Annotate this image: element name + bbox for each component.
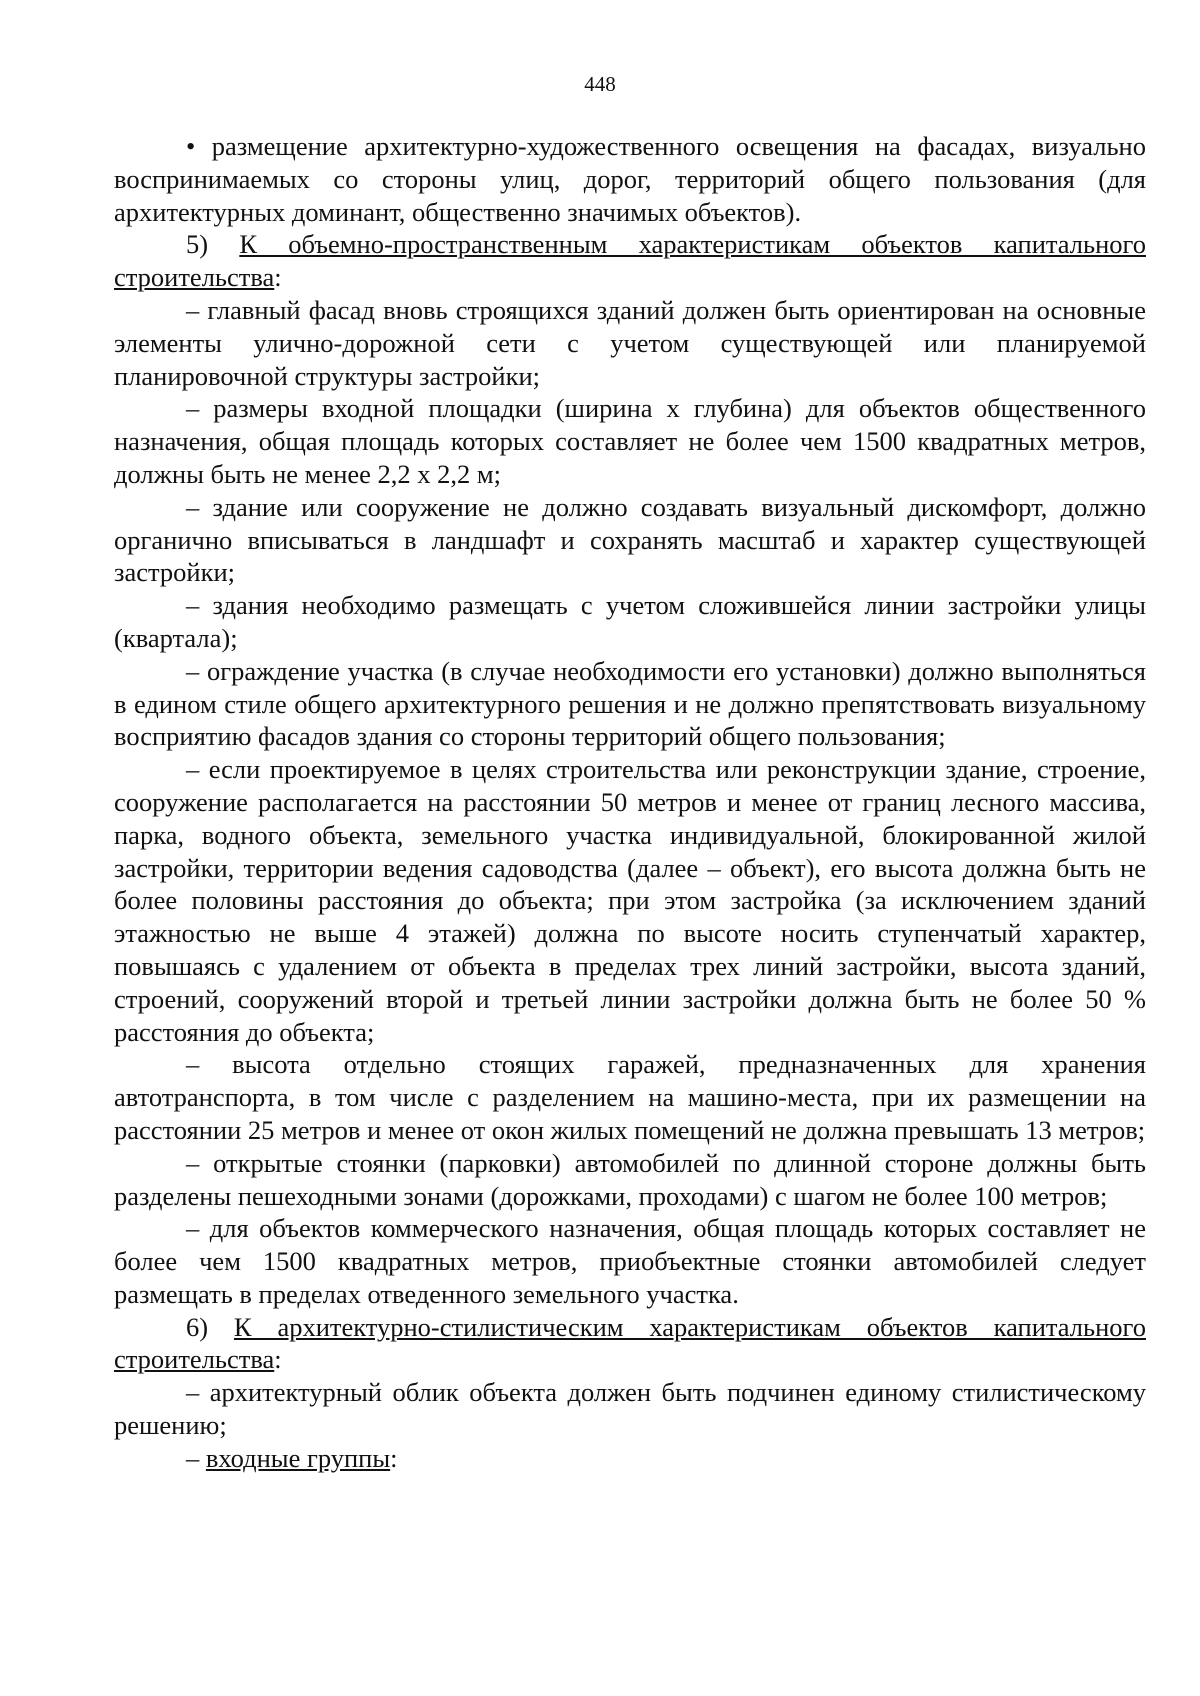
paragraph-height-limits xyxy=(114,753,1146,1048)
paragraph-entrance-area xyxy=(114,392,1146,490)
section-5-heading xyxy=(114,228,1146,294)
paragraph-commercial-parking xyxy=(114,1212,1146,1310)
section-title-colon: : xyxy=(274,1344,282,1375)
section-title: К архитектурно-стилистическим характеристикам объектов капитального строительства xyxy=(114,1311,1146,1375)
section-title-colon: : xyxy=(274,262,282,293)
paragraph-heading: входные группы xyxy=(205,1442,391,1473)
paragraph-garages xyxy=(114,1048,1146,1146)
paragraph-text: – здание или сооружение не должно создавать визуальный дискомфорт, должно органично вписываться в ландшафт и сохранять масштаб и характер существующей застройки; xyxy=(114,491,1146,588)
paragraph-building-line xyxy=(114,589,1146,655)
paragraph-entrance-groups xyxy=(114,1442,1146,1475)
paragraph-tail: : xyxy=(390,1442,398,1473)
paragraph-visual-comfort xyxy=(114,491,1146,589)
paragraph-text: – открытые стоянки (парковки) автомобилей по длинной стороне должны быть разделены пешеходными зонами (дорожками, проходами) с шагом не более 100 метров; xyxy=(114,1147,1146,1211)
section-6-heading xyxy=(114,1311,1146,1377)
section-number: 5) xyxy=(186,229,240,260)
document-body xyxy=(114,130,1146,1475)
paragraph-fencing xyxy=(114,655,1146,753)
section-title: К объемно-пространственным характеристикам объектов капитального строительства xyxy=(114,229,1146,293)
paragraph-text: – xyxy=(186,1442,206,1473)
paragraph-lighting xyxy=(114,130,1146,228)
paragraph-text: – высота отдельно стоящих гаражей, предназначенных для хранения автотранспорта, в том числе с разделением на машино-места, при их размещении на расстоянии 25 метров и менее от окон жилых помещений не должна превышать 13 метров; xyxy=(114,1049,1146,1145)
section-number: 6) xyxy=(186,1311,234,1342)
paragraph-text: – архитектурный облик объекта должен быть подчинен единому стилистическому решению; xyxy=(114,1377,1146,1441)
paragraph-text: – размеры входной площадки (ширина х глубина) для объектов общественного назначения, общая площадь которых составляет не более чем 1500 квадратных метров, должны быть не менее 2,2 х 2,2 м; xyxy=(114,393,1146,489)
page-number: 448 xyxy=(584,72,616,96)
paragraph-text: – главный фасад вновь строящихся зданий должен быть ориентирован на основные элементы улично-дорожной сети с учетом существующей или планируемой планировочной структуры застройки; xyxy=(114,294,1146,391)
paragraph-text: – здания необходимо размещать с учетом сложившейся линии застройки улицы (квартала); xyxy=(114,590,1146,653)
paragraph-text: – ограждение участка (в случае необходимости его установки) должно выполняться в едином стиле общего архитектурного решения и не должно препятствовать визуальному восприятию фасадов здания со стороны территорий общего пользования; xyxy=(114,655,1146,752)
paragraph-text: • размещение архитектурно-художественного освещения на фасадах, визуально воспринимаемых со стороны улиц, дорог, территорий общего пользования (для архитектурных доминант, общественно значимых объектов). xyxy=(114,131,1146,227)
paragraph-text: – для объектов коммерческого назначения, общая площадь которых составляет не более чем 1500 квадратных метров, приобъектные стоянки автомобилей следует размещать в пределах отведенного земельного участка. xyxy=(114,1213,1146,1309)
paragraph-architectural-look xyxy=(114,1376,1146,1442)
paragraph-main-facade xyxy=(114,294,1146,392)
paragraph-text: – если проектируемое в целях строительства или реконструкции здание, строение, сооружение располагается на расстоянии 50 метров и менее от границ лесного массива, парка, водного объекта, земельного участка индивидуальной, блокированной жилой застройки, территории ведения садоводства (далее – объект), его высота должна быть не более половины расстояния до объекта; при этом застройка (за исключением зданий этажностью не выше 4 этажей) должна по высоте носить ступенчатый характер, повышаясь с удалением от объекта в пределах трех линий застройки, высота зданий, строений, сооружений второй и третьей линии застройки должна быть не более 50 % расстояния до объекта; xyxy=(114,754,1146,1047)
paragraph-parking xyxy=(114,1147,1146,1213)
